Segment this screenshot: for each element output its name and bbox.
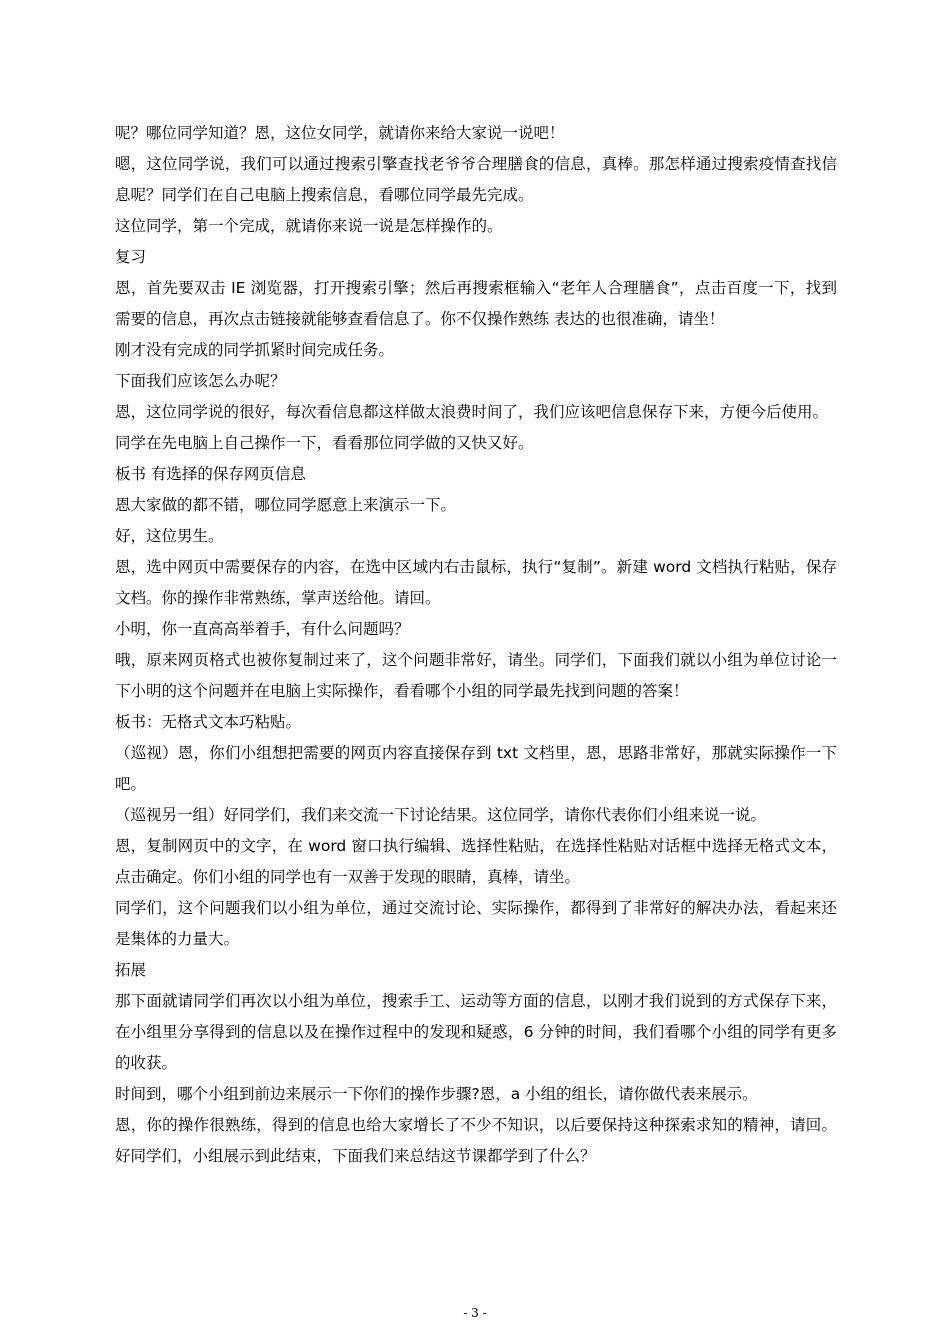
page-number: - 3 -	[463, 1306, 487, 1320]
paragraph: 刚才没有完成的同学抓紧时间完成任务。	[115, 341, 395, 359]
paragraph: 恩，你的操作很熟练，得到的信息也给大家增长了不少不知识，以后要保持这种探索求知的精神，请回。好同学们，小组展示到此结束，下面我们来总结这节课都学到了什么？	[115, 1116, 837, 1165]
paragraph: 那下面就请同学们再次以小组为单位，搜索手工、运动等方面的信息，以刚才我们说到的方式保存下来，在小组里分享得到的信息以及在操作过程中的发现和疑惑，6 分钟的时间，我们看哪个小组的同学有更多的收获。	[115, 992, 837, 1072]
board-note: 板书：无格式文本巧粘贴。	[115, 713, 302, 731]
section-heading: 拓展	[115, 961, 147, 979]
paragraph: 小明，你一直高高举着手，有什么问题吗？	[115, 620, 410, 638]
paragraph: （巡视另一组）好同学们，我们来交流一下讨论结果。这位同学，请你代表你们小组来说一说。	[115, 806, 767, 824]
paragraph: 恩，选中网页中需要保存的内容，在选中区域内右击鼠标，执行“复制”。新建 word 文档执行粘贴，保存文档。你的操作非常熟练，掌声送给他。请回。	[115, 558, 837, 607]
board-note: 板书 有选择的保存网页信息	[115, 465, 306, 483]
paragraph: 恩，复制网页中的文字，在 word 窗口执行编辑、选择性粘贴，在选择性粘贴对话框中选择无格式文本，点击确定。你们小组的同学也有一双善于发现的眼睛，真棒，请坐。	[115, 837, 837, 886]
document-body	[115, 118, 837, 1172]
paragraph: 哦，原来网页格式也被你复制过来了，这个问题非常好，请坐。同学们，下面我们就以小组为单位讨论一下小明的这个问题并在电脑上实际操作，看看哪个小组的同学最先找到问题的答案！	[115, 651, 837, 700]
paragraph: 同学们，这个问题我们以小组为单位，通过交流讨论、实际操作，都得到了非常好的解决办法，看起来还是集体的力量大。	[115, 899, 837, 948]
paragraph: 嗯，这位同学说，我们可以通过搜索引擎查找老爷爷合理膳食的信息，真棒。那怎样通过搜索疫情查找信息呢？同学们在自己电脑上搜索信息，看哪位同学最先完成。	[115, 155, 837, 204]
paragraph: （巡视）恩，你们小组想把需要的网页内容直接保存到 txt 文档里，恩，思路非常好，那就实际操作一下吧。	[115, 744, 837, 793]
section-heading: 复习	[115, 248, 147, 266]
paragraph: 这位同学，第一个完成，就请你来说一说是怎样操作的。	[115, 217, 503, 235]
paragraph: 呢？哪位同学知道？恩，这位女同学，就请你来给大家说一说吧！	[115, 124, 565, 142]
paragraph: 恩，首先要双击 IE 浏览器，打开搜索引擎；然后再搜索框输入“老年人合理膳食”，点击百度一下，找到需要的信息，再次点击链接就能够查看信息了。你不仅操作熟练 表达的也很准确，请坐！	[115, 279, 837, 328]
paragraph: 同学在先电脑上自己操作一下，看看那位同学做的又快又好。	[115, 434, 534, 452]
paragraph: 恩，这位同学说的很好，每次看信息都这样做太浪费时间了，我们应该吧信息保存下来，方便今后使用。	[115, 403, 829, 421]
paragraph: 时间到，哪个小组到前边来展示一下你们的操作步骤?恩，a 小组的组长，请你做代表来展示。	[115, 1085, 758, 1103]
paragraph: 下面我们应该怎么办呢？	[115, 372, 286, 390]
paragraph: 恩大家做的都不错，哪位同学愿意上来演示一下。	[115, 496, 457, 514]
paragraph: 好，这位男生。	[115, 527, 224, 545]
